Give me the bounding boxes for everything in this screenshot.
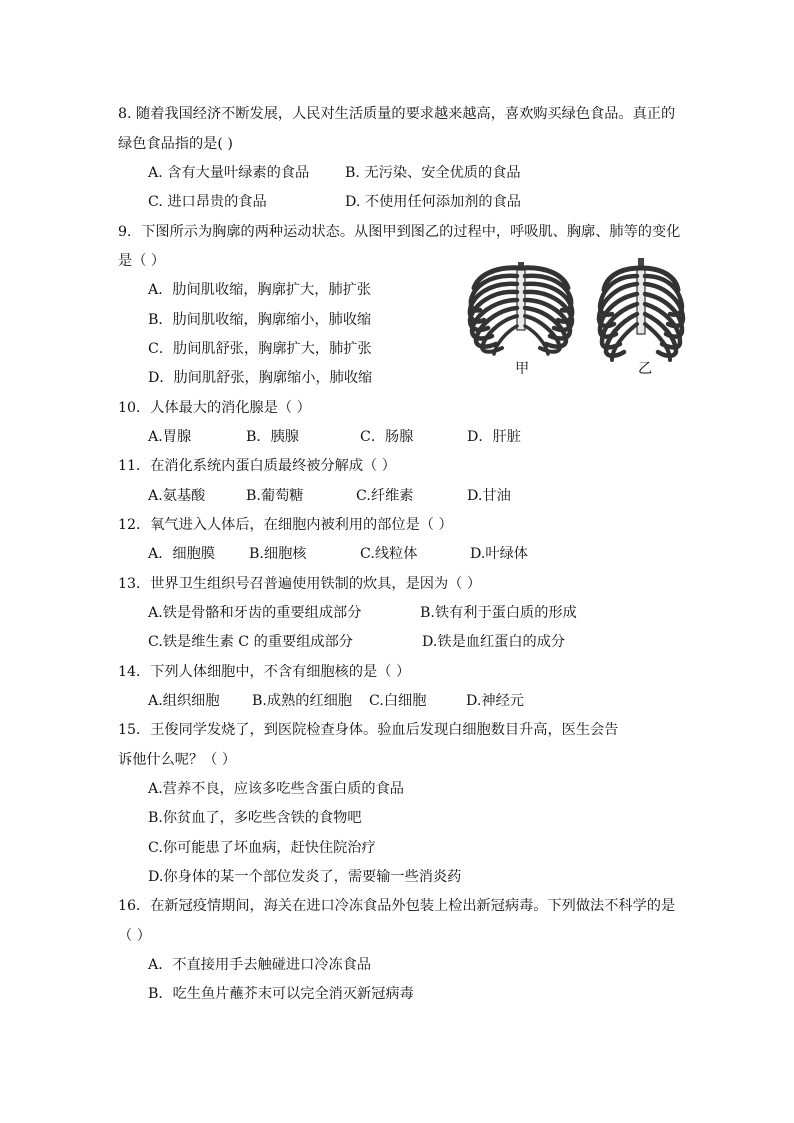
figure-label-jia: 甲 xyxy=(515,361,530,377)
figure-label-yi: 乙 xyxy=(638,361,653,377)
q15-option-c: C.你可能患了坏血病，赶快住院治疗 xyxy=(148,840,376,856)
q8-option-a: A. 含有大量叶绿素的食品 xyxy=(148,165,310,181)
q11-stem: 11．在消化系统内蛋白质最终被分解成（ ） xyxy=(118,458,396,474)
q16-option-a: A．不直接用手去触碰进口冷冻食品 xyxy=(148,957,372,973)
q9-option-d: D．肋间肌舒张，胸廓缩小，肺收缩 xyxy=(148,370,373,386)
q12-option-d: D.叶绿体 xyxy=(470,546,528,562)
q12-option-b: B.细胞核 xyxy=(249,546,307,562)
q11-option-a: A.氨基酸 xyxy=(148,488,206,504)
rib-cage-illustration xyxy=(466,254,696,382)
rib-cage-figure xyxy=(466,254,696,382)
q14-stem: 14．下列人体细胞中，不含有细胞核的是（ ） xyxy=(118,664,411,680)
q16-stem-line2: （ ） xyxy=(118,928,151,944)
q9-option-a: A．肋间肌收缩，胸廓扩大，肺扩张 xyxy=(148,282,372,298)
q8-option-c: C. 进口昂贵的食品 xyxy=(148,194,267,210)
q13-stem: 13．世界卫生组织号召普遍使用铁制的炊具，是因为（ ） xyxy=(118,576,482,592)
q14-option-c: C.白细胞 xyxy=(369,693,427,709)
q10-option-d: D．肝脏 xyxy=(467,429,521,445)
q8-stem-line2: 绿色食品指的是( ) xyxy=(118,136,233,152)
q13-option-a: A.铁是骨骼和牙齿的重要组成部分 xyxy=(148,605,362,621)
q11-option-d: D.甘油 xyxy=(467,488,511,504)
q13-option-c: C.铁是维生素 C 的重要组成部分 xyxy=(148,634,353,650)
q12-option-a: A．细胞膜 xyxy=(148,546,215,562)
q9-option-b: B．肋间肌收缩，胸廓缩小，肺收缩 xyxy=(148,312,372,328)
q12-stem: 12．氧气进入人体后，在细胞内被利用的部位是（ ） xyxy=(118,517,453,533)
q11-option-b: B.葡萄糖 xyxy=(246,488,304,504)
q15-option-b: B.你贫血了，多吃些含铁的食物吧 xyxy=(148,810,362,826)
q15-stem-line2: 诉他什么呢？（ ） xyxy=(118,752,237,768)
q14-option-b: B.成熟的红细胞 xyxy=(252,693,353,709)
q14-option-a: A.组织细胞 xyxy=(148,693,220,709)
q15-option-d: D.你身体的某一个部位发炎了，需要输一些消炎药 xyxy=(148,869,462,885)
q16-option-b: B．吃生鱼片蘸芥末可以完全消灭新冠病毒 xyxy=(148,986,414,1002)
rib-cage-expanded-image xyxy=(470,262,572,354)
q8-stem-line1: 8. 随着我国经济不断发展，人民对生活质量的要求越来越高，喜欢购买绿色食品。真正的 xyxy=(118,106,676,122)
q16-stem-line1: 16．在新冠疫情期间，海关在进口冷冻食品外包装上检出新冠病毒。下列做法不科学的是 xyxy=(118,898,676,914)
q15-stem-line1: 15．王俊同学发烧了，到医院检查身体。验血后发现白细胞数目升高，医生会告 xyxy=(118,722,619,738)
q8-option-b: B. 无污染、安全优质的食品 xyxy=(345,165,521,181)
q14-option-d: D.神经元 xyxy=(466,693,524,709)
q9-stem-line2: 是（ ） xyxy=(118,253,166,269)
q10-option-b: B．胰腺 xyxy=(246,429,299,445)
rib-cage-contracted-image xyxy=(599,258,683,360)
q13-option-b: B.铁有利于蛋白质的形成 xyxy=(420,605,577,621)
q8-option-d: D. 不使用任何添加剂的食品 xyxy=(345,194,521,210)
q10-stem: 10．人体最大的消化腺是（ ） xyxy=(118,400,311,416)
q13-option-d: D.铁是血红蛋白的成分 xyxy=(422,634,566,650)
q11-option-c: C.纤维素 xyxy=(356,488,414,504)
q12-option-c: C.线粒体 xyxy=(360,546,418,562)
q10-option-a: A.胃腺 xyxy=(148,429,192,445)
q9-stem-line1: 9．下图所示为胸廓的两种运动状态。从图甲到图乙的过程中，呼吸肌、胸廓、肺等的变化 xyxy=(118,224,681,240)
q10-option-c: C．肠腺 xyxy=(360,429,414,445)
q15-option-a: A.营养不良，应该多吃些含蛋白质的食品 xyxy=(148,781,404,797)
q9-option-c: C．肋间肌舒张，胸廓扩大，肺扩张 xyxy=(148,341,372,357)
